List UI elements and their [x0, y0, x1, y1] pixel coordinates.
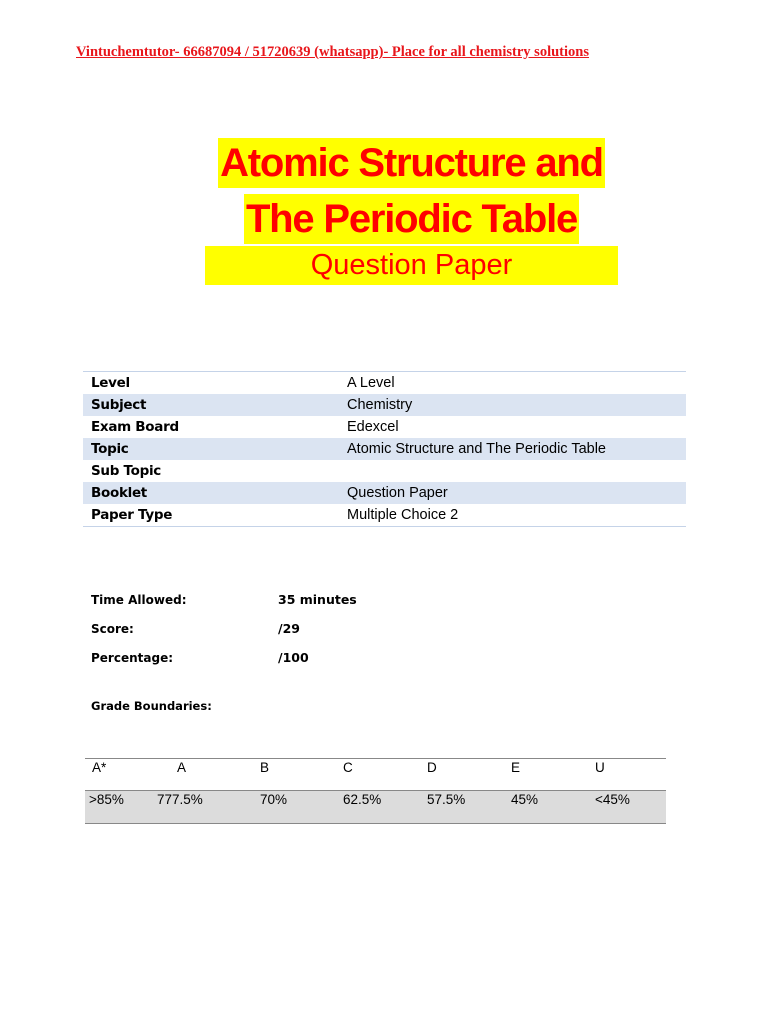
stats-block — [91, 585, 357, 672]
info-row-booklet — [83, 482, 686, 504]
info-key: Booklet — [91, 485, 147, 501]
info-key: Level — [91, 375, 130, 391]
grade-value-cell: 62.5% — [343, 792, 382, 807]
info-key: Sub Topic — [91, 463, 161, 479]
info-value: Chemistry — [347, 397, 413, 413]
grade-cell: B — [260, 760, 270, 775]
grade-cell: A — [177, 760, 187, 775]
subtitle: Question Paper — [205, 246, 618, 285]
info-key: Topic — [91, 441, 129, 457]
stat-label: Time Allowed: — [91, 592, 187, 607]
title-block — [205, 138, 618, 244]
info-row-paper-type — [83, 504, 686, 526]
info-row-exam-board — [83, 416, 686, 438]
grade-value-cell: 70% — [260, 792, 288, 807]
stat-value: /29 — [278, 621, 300, 636]
grade-cell: U — [595, 760, 605, 775]
info-key: Subject — [91, 397, 147, 413]
info-key: Paper Type — [91, 507, 173, 523]
stat-row-score — [91, 614, 357, 643]
grade-cell: D — [427, 760, 437, 775]
grade-value-cell: 57.5% — [427, 792, 466, 807]
info-value: Multiple Choice 2 — [347, 507, 459, 523]
grade-value-cell: 45% — [511, 792, 539, 807]
info-row-sub-topic — [83, 460, 686, 482]
grade-boundaries-label: Grade Boundaries: — [91, 699, 212, 713]
title-line-1: Atomic Structure and — [218, 138, 605, 188]
stat-row-time — [91, 585, 357, 614]
stat-label: Percentage: — [91, 650, 174, 665]
grade-value-cell: <45% — [595, 792, 630, 807]
grade-header-row — [85, 758, 666, 791]
info-value: A Level — [347, 375, 395, 391]
info-key: Exam Board — [91, 419, 179, 435]
info-value: Edexcel — [347, 419, 399, 435]
stat-row-percentage — [91, 643, 357, 672]
info-row-topic — [83, 438, 686, 460]
stat-value: 35 minutes — [278, 592, 357, 607]
stat-value: /100 — [278, 650, 309, 665]
grade-cell: E — [511, 760, 521, 775]
info-row-level — [83, 372, 686, 394]
info-table — [83, 371, 686, 527]
info-value: Atomic Structure and The Periodic Table — [347, 441, 606, 457]
info-row-subject — [83, 394, 686, 416]
grade-values-row — [85, 791, 666, 824]
info-value: Question Paper — [347, 485, 448, 501]
grade-value-cell: >85% — [89, 792, 124, 807]
grade-cell: C — [343, 760, 353, 775]
grade-cell: A* — [92, 760, 107, 775]
grade-boundaries-table — [85, 758, 666, 824]
header-contact-text: Vintuchemtutor- 66687094 / 51720639 (whatsapp)- Place for all chemistry solutions — [76, 44, 589, 60]
stat-label: Score: — [91, 621, 134, 636]
title-line-2: The Periodic Table — [244, 194, 579, 244]
grade-value-cell: 777.5% — [157, 792, 203, 807]
